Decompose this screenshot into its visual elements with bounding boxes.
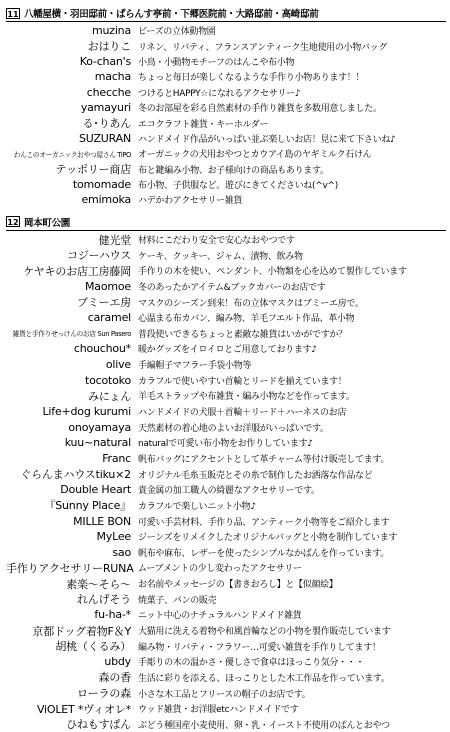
shop-row <box>6 482 446 498</box>
shop-description: 心温まる布カバン、編み物、羊毛フエルト作品、革小物 <box>138 314 355 325</box>
shop-description: 帆布や麻布、レザーを使ったシンプルなかばんを作っています。 <box>138 548 389 559</box>
shop-name: muzina <box>91 24 131 38</box>
shop-name: SUZURAN <box>79 131 131 145</box>
shop-name: chouchou* <box>73 342 131 356</box>
shop-description: ムーブメントの少し変わったアクセサリー <box>138 564 302 575</box>
shop-row <box>6 115 446 130</box>
shop-name: kuu~natural <box>64 436 131 450</box>
shop-description: 帆布バッグにアクセントとして革チャーム等付け販売してます。 <box>138 454 390 465</box>
shop-name: 手作りアクセサリーRUNA <box>6 561 134 575</box>
shop-name: Double Heart <box>60 483 131 497</box>
shop-name: る･りあん <box>82 117 131 131</box>
shop-row <box>6 435 446 451</box>
shop-description: 普段使いできるちょっと素敵な雑貨はいかがですか？ <box>138 329 347 340</box>
shop-description: ジーンズをリメイクしたオリジナルバッグと小物を制作しています <box>138 533 398 544</box>
shop-name: 森の香 <box>98 671 131 685</box>
shop-description: naturalで可愛い布小物をお作りしています♪ <box>138 439 313 450</box>
shop-row <box>6 576 446 592</box>
shop-name: ぐらんまハウスtiku×2 <box>20 468 131 482</box>
shop-description: 貴金属の加工職人の綺麗なアクセサリーです。 <box>138 486 320 497</box>
shop-description: リネン、リバティ、フランスアンティーク生地使用の小物バッグ <box>138 42 388 53</box>
section-title: 八幡屋横・羽田邸前・ぱらんす亭前・下郷医院前・大路邸前・高崎邸前 <box>24 9 319 20</box>
shop-row <box>6 498 446 514</box>
shop-name: Ko-chan's <box>79 54 131 68</box>
shop-description: ニット中心のナチュラルハンドメイド雑貨 <box>138 611 302 622</box>
shop-name: ケヤキのお店工房藤岡 <box>23 264 131 278</box>
shop-description: 冬のお部屋を彩る自然素材の手作り雑貨を多数用意しました。 <box>138 104 382 115</box>
shop-name: ViOLET *ヴィオレ* <box>36 702 131 716</box>
shop-name: checche <box>86 85 131 99</box>
shop-name: わんこのオーガニックおやつ屋さん TiPO <box>13 150 131 159</box>
shop-name: 『Sunny Place』 <box>44 499 131 513</box>
shop-row <box>6 162 446 177</box>
shop-name: おはりこ <box>87 40 131 54</box>
shop-description: ハンドメイドの犬服＋首輪＋リード＋ハーネスのお店 <box>138 408 347 419</box>
shop-row <box>6 451 446 467</box>
shop-row <box>6 529 446 545</box>
shop-list <box>6 232 446 732</box>
shop-description: ケーキ、クッキー、ジャム、漬物、飲み物 <box>138 251 303 262</box>
section-header <box>6 215 446 229</box>
shop-row <box>6 54 446 69</box>
shop-name: テッポリー商店 <box>55 163 131 177</box>
shop-description: ハンドメイド作品がいっぱい並ぶ楽しいお店！見に来て下さいね♪ <box>138 134 396 145</box>
shop-row <box>6 310 446 326</box>
shop-name: yamayuri <box>80 101 131 115</box>
shop-description: ハデかわアクセサリー雑貨 <box>138 196 243 207</box>
shop-row <box>6 513 446 529</box>
shop-description: 冬のあったかアイテム&ブックカバーのお店です <box>138 282 326 293</box>
shop-row <box>6 146 446 161</box>
section-title: 岡本町公園 <box>24 217 71 229</box>
shop-row <box>6 404 446 420</box>
spacer <box>6 208 446 215</box>
shop-row <box>6 232 446 248</box>
shop-row <box>6 591 446 607</box>
shop-row <box>6 326 446 342</box>
shop-row <box>6 701 446 717</box>
shop-name: macha <box>94 70 131 84</box>
shop-row <box>6 100 446 115</box>
shop-row <box>6 341 446 357</box>
shop-name: 雑貨と手作りせっけんのお店 Sun Pasero <box>12 330 131 339</box>
shop-description: ウッド雑貨・お洋服etcハンドメイドです <box>138 705 299 716</box>
shop-description: つけるとHAPPY☆になれるアクセサリー♪ <box>138 88 301 99</box>
shop-description: 材料にこだわり安全で安心なおやつです <box>138 236 295 246</box>
shop-name: コジーハウス <box>67 249 131 263</box>
divider <box>6 21 446 22</box>
section-12 <box>6 215 446 732</box>
shop-row <box>6 357 446 373</box>
shop-row <box>6 294 446 310</box>
shop-row <box>6 685 446 701</box>
shop-row <box>6 388 446 404</box>
shop-row <box>6 38 446 53</box>
shop-name: MyLee <box>96 530 131 544</box>
shop-row <box>6 69 446 84</box>
shop-name: sao <box>112 545 131 559</box>
shop-row <box>6 638 446 654</box>
shop-description: オリジナル毛糸玉販売とその糸で制作したお洒落な作品など <box>138 470 373 481</box>
section-11 <box>6 6 446 208</box>
shop-list <box>6 23 446 208</box>
shop-name: onoyamaya <box>68 420 131 434</box>
shop-description: 暖かグッズをイロイロとご用意しております♪ <box>138 345 317 356</box>
shop-row <box>6 247 446 263</box>
shop-name: ローラの森 <box>77 687 131 701</box>
shop-name: Maomoe <box>85 279 131 293</box>
shop-name: 胡桃（くるみ） <box>55 640 131 654</box>
shop-name: tocotoko <box>85 373 131 387</box>
shop-description: 小鳥・小動物モチーフのはんこや布小物 <box>138 57 295 68</box>
shop-row <box>6 177 446 192</box>
shop-description: 生活に彩りを添える、ほっこりとした木工作品を作っています。 <box>138 673 390 684</box>
shop-name: Franc <box>102 451 131 465</box>
shop-name: emimoka <box>81 193 131 207</box>
shop-name: MILLE BON <box>73 514 131 528</box>
section-number: 11 <box>7 9 19 19</box>
shop-description: 可愛い手芸材料、手作り品、アンティーク小物等をご紹介します <box>138 517 390 528</box>
shop-row <box>6 623 446 639</box>
shop-description: 布小物、子供服など。遊びにきてくださいね(^v^) <box>138 181 338 192</box>
shop-row <box>6 372 446 388</box>
section-number: 12 <box>7 218 19 228</box>
shop-row <box>6 560 446 576</box>
shop-row <box>6 545 446 561</box>
shop-description: ビーズの立体動物園 <box>138 27 216 38</box>
shop-name: 健光堂 <box>98 233 131 247</box>
shop-description: 大猫用に洗える着物や和風首輪などの小物を製作販売しています <box>138 627 391 638</box>
shop-description: 天然素材の着心地のよいお洋服がいっぱいです。 <box>138 423 329 434</box>
shop-name: ブミーエ房 <box>77 296 131 310</box>
shop-row <box>6 263 446 279</box>
shop-row <box>6 717 446 732</box>
shop-name: 素楽～そら～ <box>66 577 131 591</box>
shop-description: 手作りの木を使い、ペンダント、小物類を心を込めて製作しています <box>138 267 407 278</box>
shop-description: カラフルで楽しいニット小物♪ <box>138 501 256 512</box>
shop-description: エコクラフト雑貨・キーホルダー <box>138 119 269 130</box>
shop-row <box>6 607 446 623</box>
shop-name: fu-ha-* <box>94 608 131 622</box>
shop-description: 布と鍵編み小物、お子様向けの商品もあります。 <box>138 165 329 176</box>
shop-name: ubdy <box>104 655 131 669</box>
shop-description: お名前やメッセージの【書きおろし】と【似顔絵】 <box>138 580 338 591</box>
shop-name: みにょん <box>88 389 131 403</box>
shop-description: ぶどう種国産小麦使用、卵・乳・イースト不使用のぱんとおやつ <box>138 720 390 731</box>
shop-description: 編み物・リバティ・フラワー…可愛い雑貨を手作りしてます！ <box>138 642 381 653</box>
shop-description: 焼菓子、パンの販売 <box>138 595 217 606</box>
shop-name: Life+dog kurumi <box>42 405 131 419</box>
shop-row <box>6 419 446 435</box>
shop-row <box>6 466 446 482</box>
shop-name: tomomade <box>72 178 131 192</box>
shop-name: ひねもすぱん <box>66 718 131 732</box>
shop-description: マスクのシーズン到来！布の立体マスクはブミーエ房で。 <box>138 298 364 309</box>
shop-name: 京都ドッグ着物F＆Y <box>32 624 131 638</box>
shop-row <box>6 23 446 38</box>
shop-row <box>6 654 446 670</box>
shop-row <box>6 670 446 686</box>
shop-description: 羊毛ストラップや布雑貨・編み小物などを作ってます。 <box>138 392 355 403</box>
shop-description: ちょっと毎日が楽しくなるような手作り小物あります！！ <box>138 73 365 84</box>
shop-description: 手彫りの木の温かさ・優しさで食卓はほっこり気分・・・ <box>138 658 365 669</box>
shop-name: れんげそう <box>77 593 131 607</box>
section-header <box>6 6 446 20</box>
shop-name: olive <box>105 358 131 372</box>
shop-description: 小さな木工品とフリースの帽子のお店です。 <box>138 689 311 700</box>
shop-description: オーガニックの犬用おやつとカウアイ島のヤギミルク石けん <box>138 150 372 161</box>
shop-name: caramel <box>87 311 131 325</box>
shop-description: 手編帽子マフラー手袋小物等 <box>138 361 252 372</box>
shop-row <box>6 279 446 295</box>
shop-description: カラフルで使いやすい首輪とリードを揃えています！ <box>138 376 347 387</box>
shop-row <box>6 85 446 100</box>
shop-row <box>6 131 446 146</box>
shop-row <box>6 192 446 207</box>
